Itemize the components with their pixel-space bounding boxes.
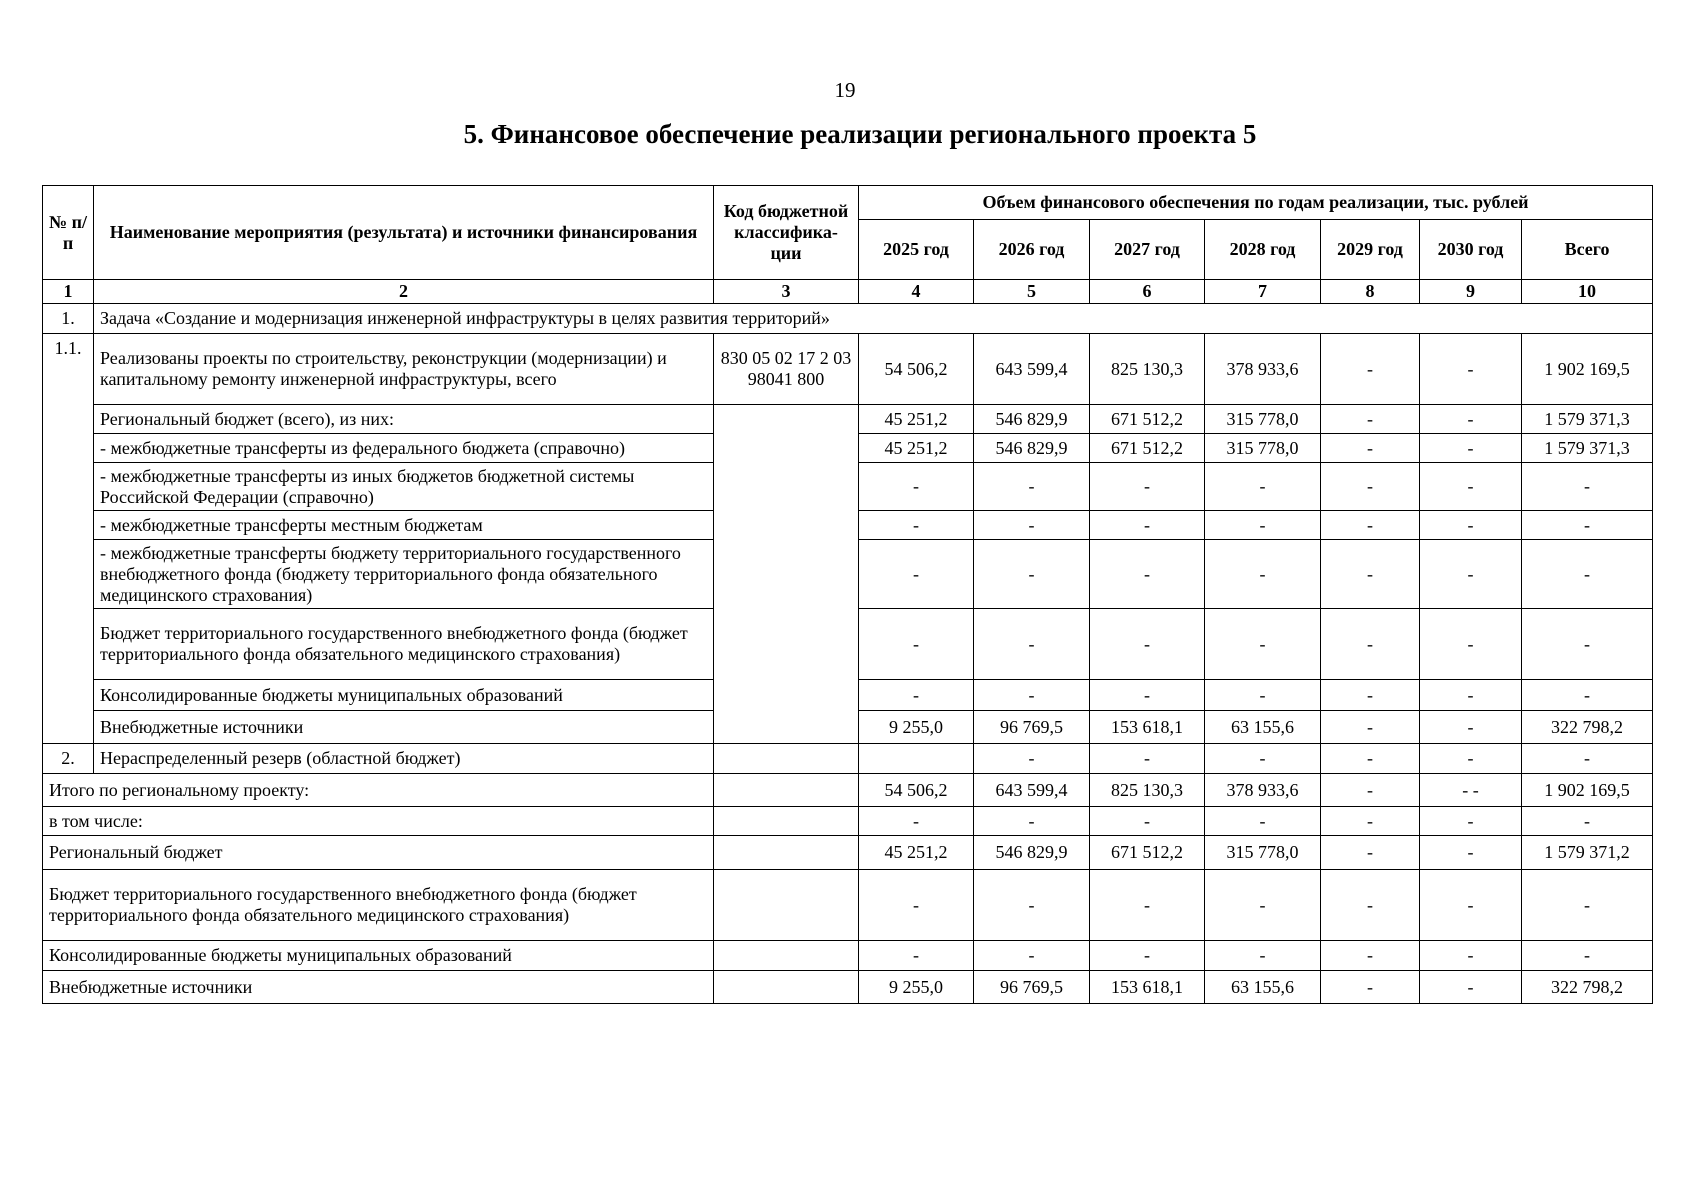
value-cell: - [974,463,1090,511]
task-row [43,304,1653,334]
header-code: Код бюджетной классифика-ции [714,186,859,280]
total-row [43,774,1653,807]
value-cell: 315 778,0 [1205,434,1321,463]
total-row [43,870,1653,941]
column-number: 6 [1090,280,1205,304]
column-number: 3 [714,280,859,304]
header-year: 2030 год [1420,220,1522,280]
value-cell: - [974,941,1090,971]
total-name: Внебюджетные источники [43,971,714,1004]
column-number: 4 [859,280,974,304]
value-cell: 643 599,4 [974,334,1090,405]
table-row [43,334,1653,405]
value-cell: 1 902 169,5 [1522,334,1653,405]
value-cell: 315 778,0 [1205,405,1321,434]
value-cell: 825 130,3 [1090,334,1205,405]
value-cell: - [1205,870,1321,941]
value-cell: 1 902 169,5 [1522,774,1653,807]
empty-code-cell [714,971,859,1004]
value-cell: - [1420,511,1522,540]
value-cell: - [1420,870,1522,941]
total-row [43,971,1653,1004]
value-cell: - [1321,680,1420,711]
value-cell: - [1420,836,1522,870]
value-cell: - [1321,463,1420,511]
value-cell: - [859,680,974,711]
column-number: 5 [974,280,1090,304]
value-cell: - [1205,540,1321,609]
value-cell: - [1420,334,1522,405]
value-cell: - [1321,807,1420,836]
value-cell: - [1090,540,1205,609]
column-number: 7 [1205,280,1321,304]
value-cell: - [1090,941,1205,971]
value-cell: - [859,511,974,540]
value-cell: - [1321,334,1420,405]
value-cell: - [1205,941,1321,971]
value-cell: - - [1420,774,1522,807]
row-name: Консолидированные бюджеты муниципальных образований [94,680,714,711]
value-cell: 825 130,3 [1090,774,1205,807]
total-row [43,807,1653,836]
value-cell: - [1321,836,1420,870]
value-cell: - [859,807,974,836]
value-cell: - [859,609,974,680]
value-cell: 96 769,5 [974,711,1090,744]
value-cell: - [1522,744,1653,774]
empty-code-cell [714,941,859,971]
value-cell: - [1090,609,1205,680]
column-number: 1 [43,280,94,304]
header-total: Всего [1522,220,1653,280]
row-name: Нераспределенный резерв (областной бюджет) [94,744,714,774]
value-cell: - [1522,609,1653,680]
header-num: № п/п [43,186,94,280]
value-cell: - [1090,870,1205,941]
value-cell: 63 155,6 [1205,711,1321,744]
value-cell: - [974,870,1090,941]
value-cell: 9 255,0 [859,971,974,1004]
value-cell: - [859,463,974,511]
empty-code-cell [714,870,859,941]
value-cell: - [974,609,1090,680]
task-text: Задача «Создание и модернизация инженерной инфраструктуры в целях развития территорий» [94,304,1653,334]
empty-code-cell [714,744,859,774]
row-name: - межбюджетные трансферты местным бюджетам [94,511,714,540]
value-cell: - [1420,463,1522,511]
total-name: Итого по региональному проекту: [43,774,714,807]
header-year: 2027 год [1090,220,1205,280]
value-cell: - [974,807,1090,836]
value-cell: - [1205,609,1321,680]
value-cell: - [1420,434,1522,463]
document-title: 5. Финансовое обеспечение реализации регионального проекта 5 [463,119,1257,149]
value-cell: 54 506,2 [859,334,974,405]
value-cell: 322 798,2 [1522,971,1653,1004]
value-cell: - [1522,463,1653,511]
header-name: Наименование мероприятия (результата) и источники финансирования [94,186,714,280]
value-cell: 671 512,2 [1090,836,1205,870]
value-cell: 96 769,5 [974,971,1090,1004]
total-name: Бюджет территориального государственного внебюджетного фонда (бюджет территориального фонда обязательного медицинского страхования) [43,870,714,941]
column-number: 2 [94,280,714,304]
value-cell: - [1420,744,1522,774]
value-cell: - [974,511,1090,540]
value-cell: 1 579 371,2 [1522,836,1653,870]
value-cell: - [1420,941,1522,971]
row-name: Региональный бюджет (всего), из них: [94,405,714,434]
row-name: - межбюджетные трансферты из федерального бюджета (справочно) [94,434,714,463]
value-cell: - [1522,511,1653,540]
value-cell: - [1205,680,1321,711]
total-row [43,941,1653,971]
value-cell: 153 618,1 [1090,971,1205,1004]
value-cell: - [1205,511,1321,540]
total-name: Региональный бюджет [43,836,714,870]
header-volume: Объем финансового обеспечения по годам реализации, тыс. рублей [859,186,1653,220]
header-year: 2025 год [859,220,974,280]
value-cell: - [1420,971,1522,1004]
value-cell: - [1205,807,1321,836]
value-cell: - [1321,711,1420,744]
value-cell: - [1321,609,1420,680]
total-name: в том числе: [43,807,714,836]
column-number: 10 [1522,280,1653,304]
value-cell: - [1321,941,1420,971]
value-cell: - [1321,405,1420,434]
row-num: 2. [43,744,94,774]
value-cell: - [1090,680,1205,711]
value-cell: - [1321,774,1420,807]
value-cell: 643 599,4 [974,774,1090,807]
value-cell: - [859,941,974,971]
value-cell: - [1420,609,1522,680]
value-cell: 546 829,9 [974,434,1090,463]
row-name: Реализованы проекты по строительству, реконструкции (модернизации) и капитальному ремонту инженерной инфраструктуры, всего [94,334,714,405]
value-cell: - [974,540,1090,609]
value-cell [859,744,974,774]
value-cell: - [1321,870,1420,941]
value-cell: - [1420,405,1522,434]
value-cell: 45 251,2 [859,405,974,434]
value-cell: 671 512,2 [1090,434,1205,463]
value-cell: - [1522,807,1653,836]
value-cell: - [1420,680,1522,711]
empty-code-cell [714,774,859,807]
value-cell: 54 506,2 [859,774,974,807]
header-year: 2029 год [1321,220,1420,280]
value-cell: - [1090,744,1205,774]
value-cell: - [1321,971,1420,1004]
budget-code: 830 05 02 17 2 03 98041 800 [714,334,859,405]
total-row [43,836,1653,870]
value-cell: - [974,680,1090,711]
value-cell: 9 255,0 [859,711,974,744]
table-row [43,744,1653,774]
value-cell: - [1205,463,1321,511]
value-cell: - [1205,744,1321,774]
value-cell: 378 933,6 [1205,774,1321,807]
value-cell: 63 155,6 [1205,971,1321,1004]
value-cell: 1 579 371,3 [1522,405,1653,434]
empty-code-cell [714,836,859,870]
page-number: 19 [834,78,856,102]
value-cell: - [1522,540,1653,609]
column-number: 9 [1420,280,1522,304]
header-year: 2028 год [1205,220,1321,280]
value-cell: 546 829,9 [974,405,1090,434]
value-cell: - [974,744,1090,774]
value-cell: - [1321,434,1420,463]
empty-code-cell [714,405,859,744]
value-cell: - [1321,744,1420,774]
value-cell: 1 579 371,3 [1522,434,1653,463]
value-cell: - [1420,711,1522,744]
column-number: 8 [1321,280,1420,304]
value-cell: 322 798,2 [1522,711,1653,744]
value-cell: 546 829,9 [974,836,1090,870]
header-year: 2026 год [974,220,1090,280]
empty-code-cell [714,807,859,836]
value-cell: 153 618,1 [1090,711,1205,744]
financing-table [42,185,1653,1004]
value-cell: - [859,540,974,609]
row-name: Бюджет территориального государственного внебюджетного фонда (бюджет территориального фонда обязательного медицинского страхования) [94,609,714,680]
value-cell: - [1321,540,1420,609]
value-cell: 45 251,2 [859,434,974,463]
row-name: - межбюджетные трансферты бюджету территориального государственного внебюджетного фонда (бюджету территориального фонда обязательного медицинского страхования) [94,540,714,609]
row-num: 1.1. [43,334,94,744]
row-name: Внебюджетные источники [94,711,714,744]
value-cell: - [1090,511,1205,540]
value-cell: 378 933,6 [1205,334,1321,405]
value-cell: 45 251,2 [859,836,974,870]
value-cell: - [1522,870,1653,941]
value-cell: - [1420,807,1522,836]
value-cell: - [1090,463,1205,511]
value-cell: - [1522,680,1653,711]
task-num: 1. [43,304,94,334]
value-cell: - [859,870,974,941]
value-cell: - [1090,807,1205,836]
total-name: Консолидированные бюджеты муниципальных образований [43,941,714,971]
row-name: - межбюджетные трансферты из иных бюджетов бюджетной системы Российской Федерации (справочно) [94,463,714,511]
value-cell: 315 778,0 [1205,836,1321,870]
table-row [43,405,1653,434]
column-numbers-row [43,280,1653,304]
value-cell: - [1522,941,1653,971]
value-cell: 671 512,2 [1090,405,1205,434]
value-cell: - [1321,511,1420,540]
value-cell: - [1420,540,1522,609]
